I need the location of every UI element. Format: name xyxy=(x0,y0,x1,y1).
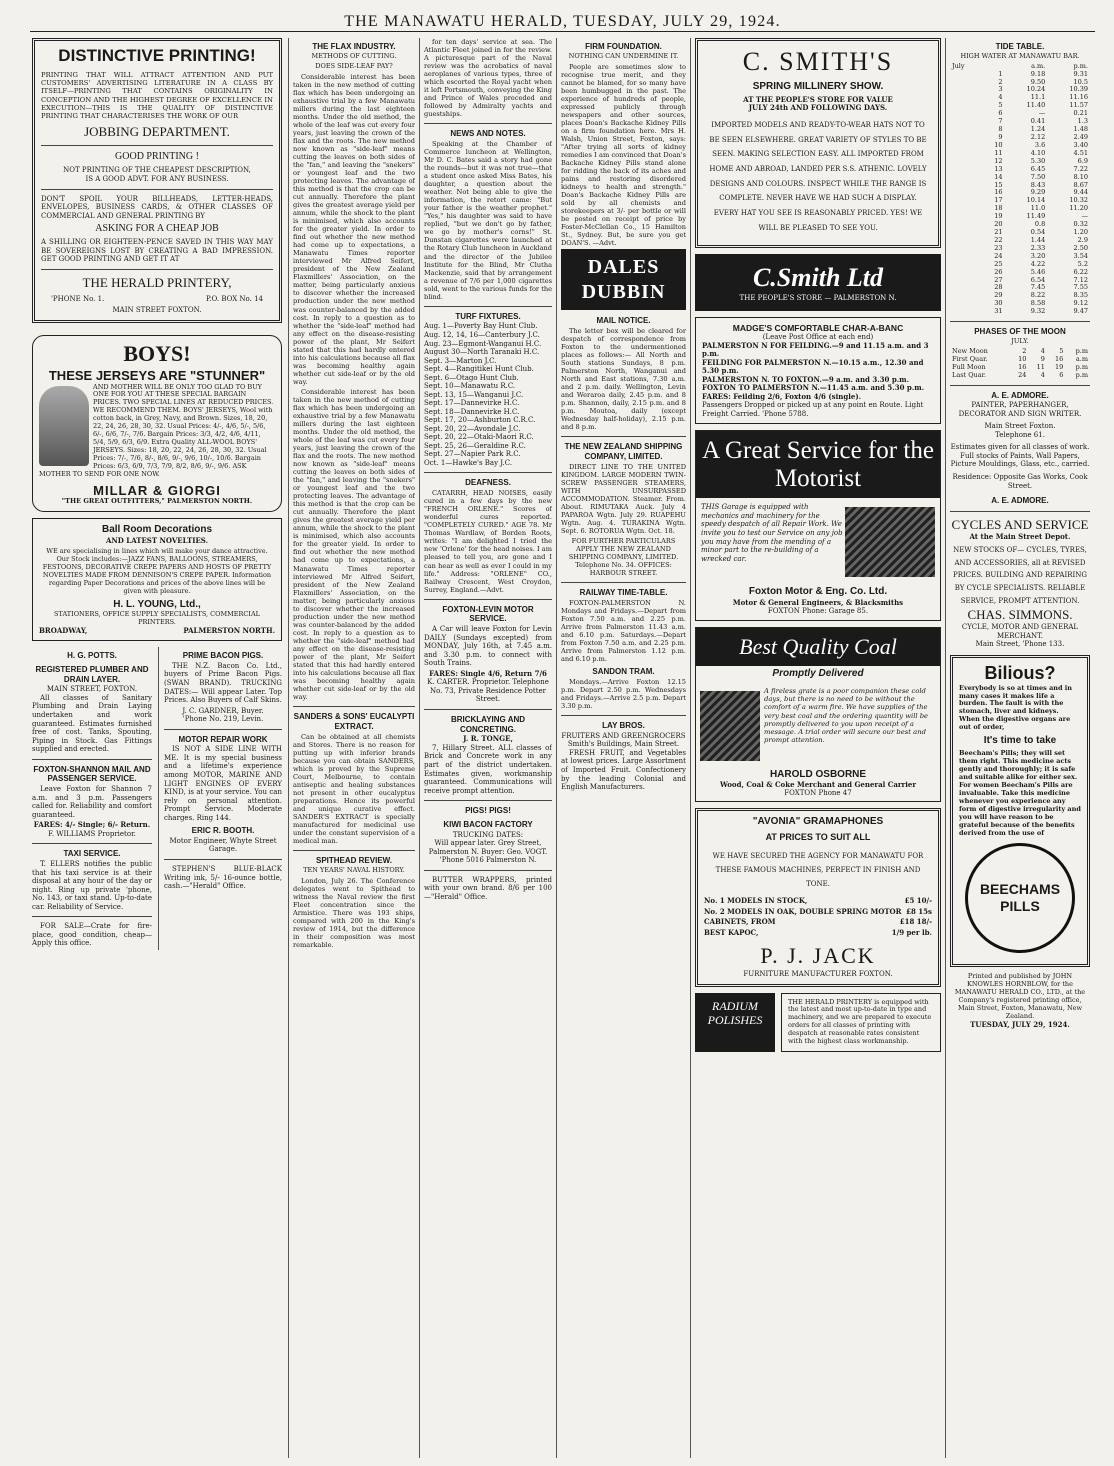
column-3 xyxy=(424,38,552,1460)
beechams-text: Beecham's Pills; they will set them right. This medicine acts gently and thoroughly; it is safe and suitable alike for either sex. For women Beecham's Pills are invaluable. Take this medicine whenever you experience any form of digestive irregularity and you will have reason to be grateful because of the benefits derived from the use of xyxy=(959,749,1081,837)
novelties: AND LATEST NOVELTIES. xyxy=(105,535,209,545)
firm-text: People are sometimes slow to recognise true merit, and they cannot be blamed, for so many have been humbugged in the past. The experience of hundreds of people, expressed publicly through newspapers and other sources, places Doan's Backache Kidney Pills on a firm foundation here. Mrs H. Walsh, Union Street, Foxton, says: "After trying all sorts of kidney remedies I am convinced that Doan's Backache Kidney Pills stand alone for ridding the back of its aches and pains and restoring disordered kidneys to health and strength." Doan's Backache Kidney Pills are sold by all chemists and storekeepers at 3/- per bottle or will be posted on receipt of price by Foster-McClellan Co., 15 Hamilton St., Sydney. But, be sure you get DOAN'S. —Advt. xyxy=(561,62,686,248)
c-smith-title: C. SMITH'S xyxy=(742,47,894,76)
taxi-title: TAXI SERVICE. xyxy=(63,849,121,859)
july-dates: JULY 24th AND FOLLOWING DAYS. xyxy=(748,103,888,113)
turf-fixture: Sept. 25, 26—Geraldine R.C. xyxy=(424,441,526,450)
beechams-pills-logo: BEECHAMS PILLS xyxy=(965,843,1075,953)
madge-times xyxy=(702,342,934,393)
boys-title: BOYS! xyxy=(123,340,191,366)
madge-time: PALMERSTON N. TO FOXTON.—9 a.m. and 3.30 p.m. xyxy=(702,374,910,384)
tide-row: 25 4.22 5.2 xyxy=(994,259,1088,268)
ballroom-title: Ball Room Decorations xyxy=(101,524,213,536)
young-sub: STATIONERS, OFFICE SUPPLY SPECIALISTS, COMMERCIAL PRINTERS. xyxy=(54,609,260,626)
firm-sub: NOTHING CAN UNDERMINE IT. xyxy=(568,51,679,60)
lay-bros-sub: FRUITERS AND GREENGROCERS xyxy=(561,731,686,740)
smith-logo-text: C.Smith Ltd xyxy=(752,263,884,293)
cycles-text: NEW STOCKS OF— CYCLES, TYRES, AND ACCESSORIES, all at REVISED PRICES. BUILDING AND REPAIRING BY CYCLE SPECIALISTS. RELIABLE SERVICE, PROMPT ATTENTION. xyxy=(952,546,1088,605)
levin-phone: 'Phone No. 219, Levin. xyxy=(182,715,264,724)
avonia-item xyxy=(704,929,932,938)
tide-pm: p.m. xyxy=(1073,61,1088,70)
tide-row: 14 7.50 8.10 xyxy=(994,172,1088,181)
turf-fixture: Sept. 20, 22—Otaki-Maori R.C. xyxy=(424,433,534,442)
osborne-sub: Wood, Coal & Coke Merchant and General Carrier xyxy=(719,779,917,789)
turf-fixture: Sept. 6—Otago Hunt Club. xyxy=(424,373,519,382)
column-2 xyxy=(293,38,415,1460)
column-1-right xyxy=(158,647,282,950)
turf-fixture: Sept. 17, 20—Ashburton C.R.C. xyxy=(424,416,536,425)
broadway: BROADWAY, xyxy=(39,625,88,635)
avonia-item-label: BEST KAPOC, xyxy=(704,927,759,937)
tide-row: 29 8.22 8.35 xyxy=(994,291,1088,300)
shannon-title: FOXTON-SHANNON MAIL AND PASSENGER SERVICE. xyxy=(33,764,151,784)
imprint-date: TUESDAY, JULY 29, 1924. xyxy=(970,1019,1070,1029)
simmons-sub: CYCLE, MOTOR AND GENERAL MERCHANT. xyxy=(961,623,1079,640)
tide-row: 19 11.49 — xyxy=(994,212,1088,221)
booth-sub: Motor Engineer, Whyte Street Garage. xyxy=(169,836,277,854)
tide-row: 7 0.41 1.3 xyxy=(998,117,1088,126)
madge-time: FOXTON TO PALMERSTON N.—11.45 a.m. and 5.30 p.m. xyxy=(702,383,925,393)
foxton-levin-text: A Car will leave Foxton for Levin DAILY (Sundays excepted) from MONDAY, July 16th, at 7.45 a.m. and 3.30 p.m. to connect with South Trains. xyxy=(424,625,552,668)
beechams-ad xyxy=(950,655,1090,968)
cycles-title: CYCLES AND SERVICE xyxy=(951,516,1089,532)
avonia-item-price: £5 10/- xyxy=(904,896,932,906)
tide-row: 28 7.45 7.55 xyxy=(994,283,1088,292)
tide-title: TIDE TABLE. xyxy=(995,42,1045,51)
booth: ERIC R. BOOTH. xyxy=(191,826,255,836)
madge-ad xyxy=(695,317,941,425)
bricklaying-title: BRICKLAYING AND CONCRETING. xyxy=(450,714,526,734)
tide-row: 3 10.24 10.39 xyxy=(998,85,1088,94)
avonia-title: "AVONIA" GRAMAPHONES xyxy=(752,815,884,827)
tide-row: 1 9.18 9.31 xyxy=(998,69,1088,78)
column-rule xyxy=(288,38,289,1458)
carter: K. CARTER. Proprietor. Telephone No. 73, Private Residence Potter Street. xyxy=(427,678,549,704)
tide-row: 9 2.12 2.49 xyxy=(998,132,1088,141)
distinctive-printing-text: PRINTING THAT WILL ATTRACT ATTENTION AND PUT CUSTOMERS' ADVERTISING LITERATURE IN A CLASS BY ITSELF—PRINTING THAT CONTAINS ORIGINALITY IN CONCEPTION AND THE HIGHEST DEGREE OF EXCELLENCE IN EXECUTION—THIS IS THE QUALITY OF DISTINCTIVE PRINTING THAT CHARACTERISES THE WORK OF OUR xyxy=(41,70,273,121)
lay-bros-title: LAY BROS. xyxy=(602,721,645,731)
column-5 xyxy=(695,38,941,1460)
turf-fixture: Aug. 23—Egmont-Wanganui H.C. xyxy=(424,339,542,348)
masthead: THE MANAWATU HERALD, TUESDAY, JULY 29, 1924. xyxy=(30,12,1095,32)
smith-logo-sub: THE PEOPLE'S STORE — PALMERSTON N. xyxy=(739,294,897,303)
madge-sub: (Leave Post Office at each end) xyxy=(762,333,874,342)
avonia-item xyxy=(704,918,932,927)
madge-title: MADGE'S COMFORTABLE CHAR-A-BANC xyxy=(732,322,904,333)
moon-month: JULY. xyxy=(1011,336,1029,345)
jobbing-department: JOBBING DEPARTMENT. xyxy=(84,124,230,140)
spring-millinery: SPRING MILLINERY SHOW. xyxy=(752,80,884,92)
turf-fixture: Sept. 10—Manawatu R.C. xyxy=(424,382,516,391)
osborne-title: HAROLD OSBORNE xyxy=(769,768,867,780)
kiwi-title: KIWI BACON FACTORY xyxy=(443,819,533,829)
tide-month: July xyxy=(952,61,965,70)
foxton-levin-fares: FARES: Single 4/6, Return 7/6 xyxy=(429,668,547,678)
tide-row: 2 9.50 10.5 xyxy=(998,77,1088,86)
kiwi-trucking: TRUCKING DATES: xyxy=(452,830,524,839)
dales-dubbin-ad: DALES DUBBIN xyxy=(561,249,686,310)
motor-repair-text: IS NOT A SIDE LINE WITH ME. It is my special business and a lifetime's experience among MOTOR, MARINE AND LIGHT ENGINES OF EVERY KIND, is at your service. You can rely on personal attention. Prompt Service. Moderate charges. Ring 144. xyxy=(164,745,282,822)
spithead-sub: TEN YEARS' NAVAL HISTORY. xyxy=(303,865,405,874)
tide-row: 23 2.33 2.50 xyxy=(994,243,1088,252)
tide-table xyxy=(950,63,1090,317)
sandon-text: Mondays.—Arrive Foxton 12.15 p.m. Depart 2.50 p.m. Wednesdays and Fridays.—Arrive 2.5 p.m. Depart 3.30 p.m. xyxy=(561,678,686,711)
outfitters: "THE GREAT OUTFITTERS," PALMERSTON NORTH. xyxy=(61,497,253,506)
moon-title: PHASES OF THE MOON xyxy=(974,327,1066,337)
avonia-items xyxy=(704,897,932,937)
news-text: Speaking at the Chamber of Commerce luncheon at Wellington, Mr D. C. Bates said a story had gone the rounds—but it was not true—that a student once asked Miss Bates, his daughter, a question about the weather. Not being able to give the information, the retort came: "But your father is the weather prophet." "Yes," his daughter was said to have replied, "but we don't go by father, we go by mother's corns!" St. Dunstan cigarettes were launched at the Rotary Club luncheon in Auckland and the director of the Jubilee Institute for the Blind, Mr Clutha Mackenzie, said that by arrangement a revenue of 7/6 per 1,000 cigarettes sold, went to the various funds for the blind. xyxy=(424,140,552,301)
flax-sub-1: METHODS OF CUTTING. xyxy=(311,51,397,60)
smith-text: IMPORTED MODELS AND READY-TO-WEAR HATS NOT TO BE SEEN ELSEWHERE. GREAT VARIETY OF STYLES TO BE SEEN. MAKING SELECTION EASY. ALL IMPORTED FROM HOME AND ABROAD, LANDED PER S.S. ATHENIC. LOVELY DESIGNS AND COLOURS. INSPECT WHILE THE RANGE IS COMPLETE. NEVER HAVE WE HAD SUCH A DISPLAY. EVERY HAT YOU SEE IS REASONABLY PRICED. YES! WE WILL BE PLEASED TO SEE YOU. xyxy=(709,120,927,232)
turf-fixture: Sept. 27—Napier Park R.C. xyxy=(424,450,521,459)
madge-time: FEILDING FOR PALMERSTON N.—10.15 a.m., 12.30 and 5.30 p.m. xyxy=(702,357,924,376)
tide-row: 10 3.6 3.40 xyxy=(994,140,1088,149)
tide-row: 30 8.58 9.12 xyxy=(994,299,1088,308)
c-smith-ad xyxy=(695,38,941,248)
tide-row: 12 5.30 6.9 xyxy=(994,156,1088,165)
column-1-left xyxy=(32,647,152,950)
tide-row: 15 8.43 8.67 xyxy=(994,180,1088,189)
tide-row: 20 0.8 0.32 xyxy=(994,220,1088,229)
coal-text: A fireless grate is a poor companion these cold days, but there is no need to be without the comfort of a warm fire. We have supplies of the very best coal and the ordering quantity will be promptly delivered to you upon receipt of a message. A trial order will secure our best and prompt attention. xyxy=(764,686,929,745)
admore-trade: PAINTER, PAPERHANGER, DECORATOR AND SIGN WRITER. xyxy=(958,401,1082,418)
column-rule xyxy=(945,38,946,1458)
avonia-item xyxy=(704,908,932,917)
railway-title: RAILWAY TIME-TABLE. xyxy=(579,588,668,598)
foxton-motor-sub: Motor & General Engineers, & Blacksmiths xyxy=(732,597,904,607)
tide-am: a.m. xyxy=(1031,61,1046,70)
coal-sub: Promptly Delivered xyxy=(772,668,864,680)
good-printing-text: NOT PRINTING OF THE CHEAPEST DESCRIPTION, IS A GOOD ADVT. FOR ANY BUSINESS. xyxy=(63,166,251,183)
tonge-text: 7, Hillary Street. ALL classes of Brick and Concrete work in any part of the district undertaken. Estimates given, workmanship guaranteed. Communications will receive prompt attention. xyxy=(424,743,552,795)
simmons-title: CHAS. SIMMONS. xyxy=(967,607,1073,623)
column-rule xyxy=(690,38,691,1458)
boys-text: AND MOTHER WILL BE ONLY TOO GLAD TO BUY ONE FOR YOU AT THESE SPECIAL BARGAIN PRICES. TWO SPECIAL LINES AT REDUCED PRICES. WE RECOMMEND THEM. BOYS' JERSEYS, Wool with cotton back, in Grey, Navy, and Brown. Sizes, 18, 20, 22, 24, 26, 28, 30, 32. Usual Prices: 4/-, 4/6, 5/-, 5/6, 6/-, 6/6, 7/-, 7/6. Bargain Prices: 3/3, 4/2, 4/6, 4/11, 5/4, 5/9, 6/3, 6/9. Extra Quality ALL-WOOL BOYS' JERSEYS. Sizes: 18, 20, 22, 24, 26, 28, 30, 32. Usual Prices: 7/-, 7/6, 8/-, 8/6, 9/-, 9/6, 10/-, 10/6. Bargain Prices: 6/3, 6/9, 7/3, 7/9, 8/2, 8/6, 9/-, 9/6. ASK MOTHER TO SEND FOR ONE NOW. xyxy=(39,382,274,478)
column-4 xyxy=(561,38,686,1460)
admore-address: Main Street Foxton. xyxy=(984,422,1056,431)
stephens-ink: STEPHEN'S BLUE-BLACK Writing ink, 5/- 16-ounce bottle, cash.—"Herald" Office. xyxy=(164,864,282,891)
radium-polishes-ad: RADIUM POLISHES xyxy=(695,993,775,1053)
boy-illustration-icon xyxy=(39,386,89,466)
madge-note: Passengers Dropped or picked up at any point en Route. Light Freight Carried. 'Phone 5788. xyxy=(702,401,924,418)
shilling-text: A SHILLING OR EIGHTEEN-PENCE SAVED IN THIS WAY MAY BE SOVEREIGNS LOST BY CREATING A BAD IMPRESSION. GET GOOD PRINTING AND GET IT AT xyxy=(41,238,273,264)
sanders-text: Can be obtained at all chemists and Stores. There is no reason for putting up with inferior brands because you can obtain SANDERS, which is proved by the Supreme Court, Melbourne, to contain antiseptic and healing substances not present in other eucalyptus preparations. Hence its powerful and unique curative effect. SANDER'S EXTRACT is specially manufactured for medicinal use under the constant supervision of a medical man. xyxy=(293,732,415,845)
tide-row: 11 4.10 4.51 xyxy=(994,148,1088,157)
bacon-text: THE N.Z. Bacon Co. Ltd., buyers of Prime Bacon Pigs. (SWAN BRAND). TRUCKING DATES:— Will appear Later. Top Prices. Also Buyers of Calf Skins. xyxy=(164,661,282,705)
coal-ad xyxy=(695,627,941,802)
herald-printery-ad xyxy=(32,38,282,323)
tide-row: 26 5.46 6.22 xyxy=(994,267,1088,276)
millar-giorgi: MILLAR & GIORGI xyxy=(93,482,221,498)
young-title: H. L. YOUNG, Ltd., xyxy=(113,598,201,610)
deafness-text: CATARRH, HEAD NOISES, easily cured in a few days by the new "FRENCH ORLENE." Scores of wonderful cures reported. "COMPLETELY CURED." AGE 78. Mr Thomas Wardlaw, of Borden Roots, writes: "I am delighted I tried the new 'Orlene' for the head noises. I am pleased to tell you, are gone and I can hear as well as ever I could in my life." Address: "ORLENE" CO., Railway Crescent, West Croydon, Surrey, England.—Advt. xyxy=(424,489,552,594)
palmerston: PALMERSTON NORTH. xyxy=(183,625,275,635)
column-6 xyxy=(950,38,1090,1460)
herald-printery-notice: THE HERALD PRINTERY is equipped with the latest and most up-to-date in type and machinery, and we are prepared to execute orders for all classes of printing with despatch at reasonable rates consistent with the highest class workmanship. xyxy=(781,993,941,1053)
column-rule xyxy=(419,38,420,1458)
potts-title: H. G. POTTS. xyxy=(67,651,117,661)
tide-row: 18 11.0 11.20 xyxy=(994,204,1088,213)
column-1 xyxy=(32,38,282,1460)
turf-fixture: Sept. 17—Dannevirke H.C. xyxy=(424,399,520,408)
foxton-levin-title: FOXTON-LEVIN MOTOR SERVICE. xyxy=(442,604,534,624)
distinctive-printing-title: DISTINCTIVE PRINTING! xyxy=(58,46,256,65)
avonia-item-label: No. 1 MODELS IN STOCK, xyxy=(704,896,808,906)
bilious-text: Everybody is so at times and in many cases it makes life a burden. The fault is with the stomach, liver and kidneys. When the digestive organs are out of order, xyxy=(959,683,1073,732)
moon-row: Last Quar. 24 4 6 p.m xyxy=(952,370,1088,379)
spoil-text: DON'T SPOIL YOUR BILLHEADS, LETTER-HEADS, ENVELOPES, BUSINESS CARDS, & OTHER CLASSES OF COMMERCIAL AND GENERAL PRINTING BY xyxy=(41,194,273,220)
tide-row: 6 — 0.21 xyxy=(998,109,1088,118)
tide-row: 4 11.1 11.16 xyxy=(998,93,1088,102)
tide-row: 5 11.40 11.57 xyxy=(998,101,1088,110)
bilious-title: Bilious? xyxy=(984,662,1056,683)
turf-fixture: Sept. 20, 22—Avondale J.C. xyxy=(424,424,521,433)
madge-time: PALMERSTON N FOR FEILDING.—9 and 11.15 a.m. and 3 p.m. xyxy=(702,340,929,359)
peoples-store: AT THE PEOPLE'S STORE FOR VALUE xyxy=(743,94,893,104)
flax-text-cont: Considerable interest has been taken in the new method of cutting flax which has been undergoing an exhaustive trial by a few Manawatu millers during the last eighteen months. Under the old method, the whole of the leaf was cut every four years, just leaving the crown of the flax and the roots. The new method now known as "side-leaf" means cutting the leaves on both sides of the "fan," and leaving the "snekers" or youngest leaf and the two protecting leaves. The advantage of this method is that the crop can be cut annually. Therefore the plant gives the greatest average yield per annum, while the shock to the plant is minimised, which also accounts for the greater yield. In order to find out whether the new method had come up to expectations, a Manawatu Times reporter interviewed Mr Alfred Seifert, president of the New Zealand Flaxmillers' Association, on the matter, being particularly anxious to discover whether the increased production under the new method was counter-balanced by the added cost. In reply to a question as to whether the "side-leaf" method had any effect on the disease-resisting power of the plant, Mr Seifert stated that this had hardly entered into his calculations because all flax was becoming healthy again whether cut side-leaf or by the old way. xyxy=(293,387,415,701)
flax-text: Considerable interest has been taken in the new method of cutting flax which has been undergoing an exhaustive trial by a few Manawatu millers during the last eighteen months. Under the old method, the whole of the leaf was cut every four years, just leaving the crown of the flax and the roots. The new method now known as "side-leaf" means cutting the leaves on both sides of the "fan," and leaving the "snekers" or youngest leaf and the two protecting leaves. The advantage of this method is that the crop can be cut annually. Therefore the plant gives the greatest average yield per annum, while the shock to the plant is minimised, which also accounts for the greater yield. In order to find out whether the new method had come up to expectations, a Manawatu Times reporter interviewed Mr Alfred Seifert, president of the New Zealand Flaxmillers' Association, on the matter, being particularly anxious to discover whether the increased production under the new method was counter-balanced by the added cost. In reply to a question as to whether the "side-leaf" method had any effect on the disease-resisting power of the plant, Mr Seifert stated that this had hardly entered into his calculations because all flax was becoming healthy again whether cut side-leaf or by the old way. xyxy=(293,72,415,386)
bacon-title: PRIME BACON PIGS. xyxy=(182,651,264,661)
flax-continued: for ten days' service at sea. The Atlantic Fleet joined in for the review. A picturesque part of the Naval review was the acrobatics of naval aeroplanes of various types, three of which escorted the Royal yacht when it left Portsmouth, conveying the King and Prince of Wales preceded and followed by Admiralty yachts and guestships. xyxy=(424,38,552,119)
tide-row: 21 0.54 1.20 xyxy=(994,228,1088,237)
c-smith-logo xyxy=(695,254,941,310)
ballroom-text: WE are specialising in lines which will make your dance attractive. Our Stock includes:—JAZZ FANS, BALLOONS, STREAMERS, FESTOONS, DECORATIVE CREPE PAPERS AND HOSTS OF PRETTY NOVELTIES MADE FROM DENNISON'S CREPE PAPER. Information regarding Paper Decorations and prices of the above lines will be given with pleasure. xyxy=(42,547,272,595)
simmons-address: Main Street, 'Phone 133. xyxy=(975,640,1065,649)
turf-fixture: Sept. 13, 15—Wanganui J.C. xyxy=(424,390,524,399)
admore-signature: A. E. ADMORE. xyxy=(991,496,1049,506)
avonia-item xyxy=(704,897,932,906)
gardner: J. C. GARDNER, Buyer. xyxy=(182,706,264,715)
phone-number: 'PHONE No. 1. xyxy=(51,294,105,303)
potts-address: MAIN STREET, FOXTON. xyxy=(46,685,138,694)
mail-text: The letter box will be cleared for despatch of correspondence from Foxton to the undermentioned places as follows:— All North and South stations Sundays, 8 p.m. Palmerston North, Wanganui and North and East stations, 7.30 a.m. and 2 p.m. daily. Wellington, Levin and Weraroa daily, 2.45 p.m. and 8 p.m. Shannon, daily, 2.15 p.m. and 8 p.m. Moutoa, daily (except Wednesday half-holiday), 2.15 p.m. and 8 p.m. xyxy=(561,326,686,432)
cycles-sub: At the Main Street Depot. xyxy=(969,531,1071,541)
potts-text: All classes of Sanitary Plumbing and Drain Laying undertaken and work guaranteed. Estimates furnished free of cost. Tanks, Spouting, Piping in Stock. Gas Fittings supplied and erected. xyxy=(32,693,152,754)
shannon-text: Leave Foxton for Shannon 7 a.m. and 3 p.m. Passengers called for. Reliability and comfort guaranteed. xyxy=(32,785,152,819)
motorist-title: A Great Service for the Motorist xyxy=(696,431,940,498)
cheap-job: ASKING FOR A CHEAP JOB xyxy=(95,223,219,235)
butter-wrappers: BUTTER WRAPPERS, printed with your own brand. 8/6 per 100 —"Herald" Office. xyxy=(424,875,552,901)
moon-row: First Quar. 10 9 16 a.m xyxy=(952,354,1088,363)
turf-fixture: Aug. 12, 14, 16—Canterbury J.C. xyxy=(424,330,540,339)
news-title: NEWS AND NOTES. xyxy=(450,129,526,139)
ballroom-ad xyxy=(32,518,282,641)
column-rule xyxy=(556,38,557,1458)
railway-text: FOXTON-PALMERSTON N. Mondays and Fridays.—Depart from Foxton 7.50 a.m. and 2.25 p.m. Arrive from Palmerston 11.43 a.m. and 6.10 p.m. Saturdays.—Depart from Foxton 7.50 a.m. and 2.25 p.m. Arrive from Palmerston 1.12 p.m. and 6.10 p.m. xyxy=(561,599,686,664)
foxton-motor-phone: FOXTON Phone: Garage 85. xyxy=(767,607,869,616)
tide-row: 22 1.44 2.9 xyxy=(994,235,1088,244)
osborne-location: FOXTON Phone 47 xyxy=(784,789,852,798)
plumber-title: REGISTERED PLUMBER AND DRAIN LAYER. xyxy=(35,664,149,684)
spithead-title: SPITHEAD REVIEW. xyxy=(315,855,392,865)
avonia-text: WE HAVE SECURED THE AGENCY FOR MANAWATU FOR THESE FAMOUS MACHINES, PERFECT IN FINISH AND TONE. xyxy=(712,852,924,889)
avonia-ad xyxy=(695,808,941,987)
turf-fixture: Oct. 1—Hawke's Bay J.C. xyxy=(424,458,513,467)
deafness-title: DEAFNESS. xyxy=(465,478,511,488)
turf-title: TURF FIXTURES. xyxy=(455,311,521,321)
motor-repair-title: MOTOR REPAIR WORK xyxy=(178,734,268,744)
moon-row: Full Moon 16 11 19 p.m xyxy=(952,362,1088,371)
tide-row: 8 1.24 1.48 xyxy=(998,125,1088,134)
turf-fixture: Aug. 1—Poverty Bay Hunt Club. xyxy=(424,322,538,331)
kiwi-text: Will appear later. Grey Street, Palmerston N. Buyer: Geo. VOGT. 'Phone 5016 Palmerston N. xyxy=(428,839,548,865)
motorist-ad xyxy=(695,430,941,620)
lay-bros-text: FRESH FRUIT, and Vegetables at lowest prices. Large Assortment of Imported Fruit. Confectionery by the leading Colonial and English Manufacturers. xyxy=(561,748,686,792)
main-street: MAIN STREET FOXTON. xyxy=(112,306,202,315)
turf-fixture: Sept. 4—Rangitikei Hunt Club. xyxy=(424,365,534,374)
shannon-fares: FARES: 4/- Single; 6/- Return. xyxy=(33,820,151,830)
tide-row: 17 10.14 10.32 xyxy=(994,196,1088,205)
turf-fixture: Sept. 3—Marton J.C. xyxy=(424,356,497,365)
avonia-item-price: £8 15s xyxy=(906,906,932,916)
mail-title: MAIL NOTICE. xyxy=(596,316,651,326)
avonia-item-label: CABINETS, FROM xyxy=(704,917,776,927)
time-to-take: It's time to take xyxy=(983,735,1057,747)
admore-text: Estimates given for all classes of work. Full stocks of Paints, Wall Papers, Picture Mouldings, Glass, etc., carried. xyxy=(950,443,1090,469)
imprint: Printed and published by JOHN KNOWLES HORNBLOW, for the MANAWATU HERALD CO., LTD., at the Company's registered printing office, Main Street, Foxton, Manawatu, New Zealand. xyxy=(954,972,1086,1021)
tide-row: 27 6.54 7.12 xyxy=(994,275,1088,284)
admore-residence: Residence: Opposite Gas Works, Cook Street. xyxy=(952,473,1088,490)
nz-shipping-text: DIRECT LINE TO THE UNITED KINGDOM. LARGE MODERN TWIN-SCREW PASSENGER STEAMERS, WITH UNSURPASSED ACCOMMODATION. Steamer. From. About. RIMUTAKA Auck. July 4 PAPAROA Wgtn. July 29. RUAPEHU Wgtn. Aug. 4. TURAKINA Wgtn. Sept. 6. ROTORUA Wgtn. Oct. 18. xyxy=(561,462,686,536)
motorist-text: THIS Garage is equipped with mechanics and machinery for the speedy despatch of all Repair Work. We invite you to test our Service on any job you may have from the mending of a minor part to the re-building of a wrecked car. xyxy=(701,503,843,563)
boys-jerseys-ad xyxy=(32,335,282,513)
sandon-title: SANDON TRAM. xyxy=(592,667,655,677)
jerseys-title: THESE JERSEYS ARE "STUNNER" xyxy=(48,367,266,383)
po-box: P.O. BOX No. 14 xyxy=(206,294,263,303)
foxton-motor-title: Foxton Motor & Eng. Co. Ltd. xyxy=(748,586,888,598)
nz-shipping-title: THE NEW ZEALAND SHIPPING COMPANY, LIMITED. xyxy=(564,442,683,462)
spithead-text: London, July 26. The Conference delegates went to Spithead to witness the Naval review the first Fleet concentration since the Armistice. There was 193 ships, compared with 200 in the King's review of 1914, but the difference in their composition was most remarkable. xyxy=(293,876,415,949)
taxi-text: T. ELLERS notifies the public that his taxi service is at their disposal at any hour of the day or night. Ring up private 'phone, No. 143, or taxi stand. Up-to-date car. Reliability of Service. xyxy=(32,860,152,911)
avonia-item-label: No. 2 MODELS IN OAK, DOUBLE SPRING MOTOR xyxy=(704,906,902,916)
flax-title: THE FLAX INDUSTRY. xyxy=(312,42,396,51)
avonia-item-price: £18 18/- xyxy=(899,917,932,927)
sanders-title: SANDERS & SONS' EUCALYPTI EXTRACT. xyxy=(293,712,415,731)
tide-row: 13 6.45 7.22 xyxy=(994,164,1088,173)
moon-row: New Moon 2 4 5 p.m xyxy=(952,346,1088,355)
tide-row: 16 9.29 9.44 xyxy=(994,188,1088,197)
turf-fixture: August 30—North Taranaki H.C. xyxy=(424,348,540,357)
coal-title: Best Quality Coal xyxy=(696,628,940,667)
admore-title: A. E. ADMORE. xyxy=(991,390,1049,400)
turf-fixture: Sept. 18—Dannevirke H.C. xyxy=(424,407,520,416)
avonia-sub: AT PRICES TO SUIT ALL xyxy=(765,832,871,843)
flax-sub-2: DOES SIDE-LEAF PAY? xyxy=(315,61,393,70)
pigs-title: PIGS! PIGS! xyxy=(465,806,511,816)
tide-row: 31 9.32 9.47 xyxy=(994,307,1088,316)
williams: F. WILLIAMS Proprietor. xyxy=(48,829,136,838)
tide-row: 24 3.20 3.54 xyxy=(994,251,1088,260)
avonia-item-price: 1/9 per lb. xyxy=(891,927,932,937)
tide-sub: HIGH WATER AT MANAWATU BAR. xyxy=(960,51,1080,60)
good-printing-title: GOOD PRINTING ! xyxy=(115,151,199,163)
firm-title: FIRM FOUNDATION. xyxy=(585,42,662,51)
for-sale: FOR SALE—Crate for fire-place, good condition, cheap—Apply this office. xyxy=(32,922,152,948)
tonge: J. R. TONGE, xyxy=(463,734,513,744)
moon-table xyxy=(950,348,1090,380)
nz-shipping-agents: FOR FURTHER PARTICULARS APPLY THE NEW ZEALAND SHIPPING COMPANY, LIMITED. Telephone No. 34. OFFICES: HARBOUR STREET. xyxy=(568,537,679,578)
madge-fares: FARES: Feilding 2/6, Foxton 4/6 (single). xyxy=(702,391,862,401)
car-illustration-icon xyxy=(845,507,935,577)
turf-list xyxy=(424,322,552,467)
admore-phone: Telephone 61. xyxy=(995,430,1045,439)
lay-bros-address: Smith's Buildings, Main Street. xyxy=(567,740,680,749)
jack-sub: FURNITURE MANUFACTURER FOXTON. xyxy=(743,970,893,979)
coal-man-illustration-icon xyxy=(700,691,760,761)
jack-title: P. J. JACK xyxy=(760,943,876,969)
herald-printery-title: THE HERALD PRINTERY, xyxy=(82,274,232,290)
